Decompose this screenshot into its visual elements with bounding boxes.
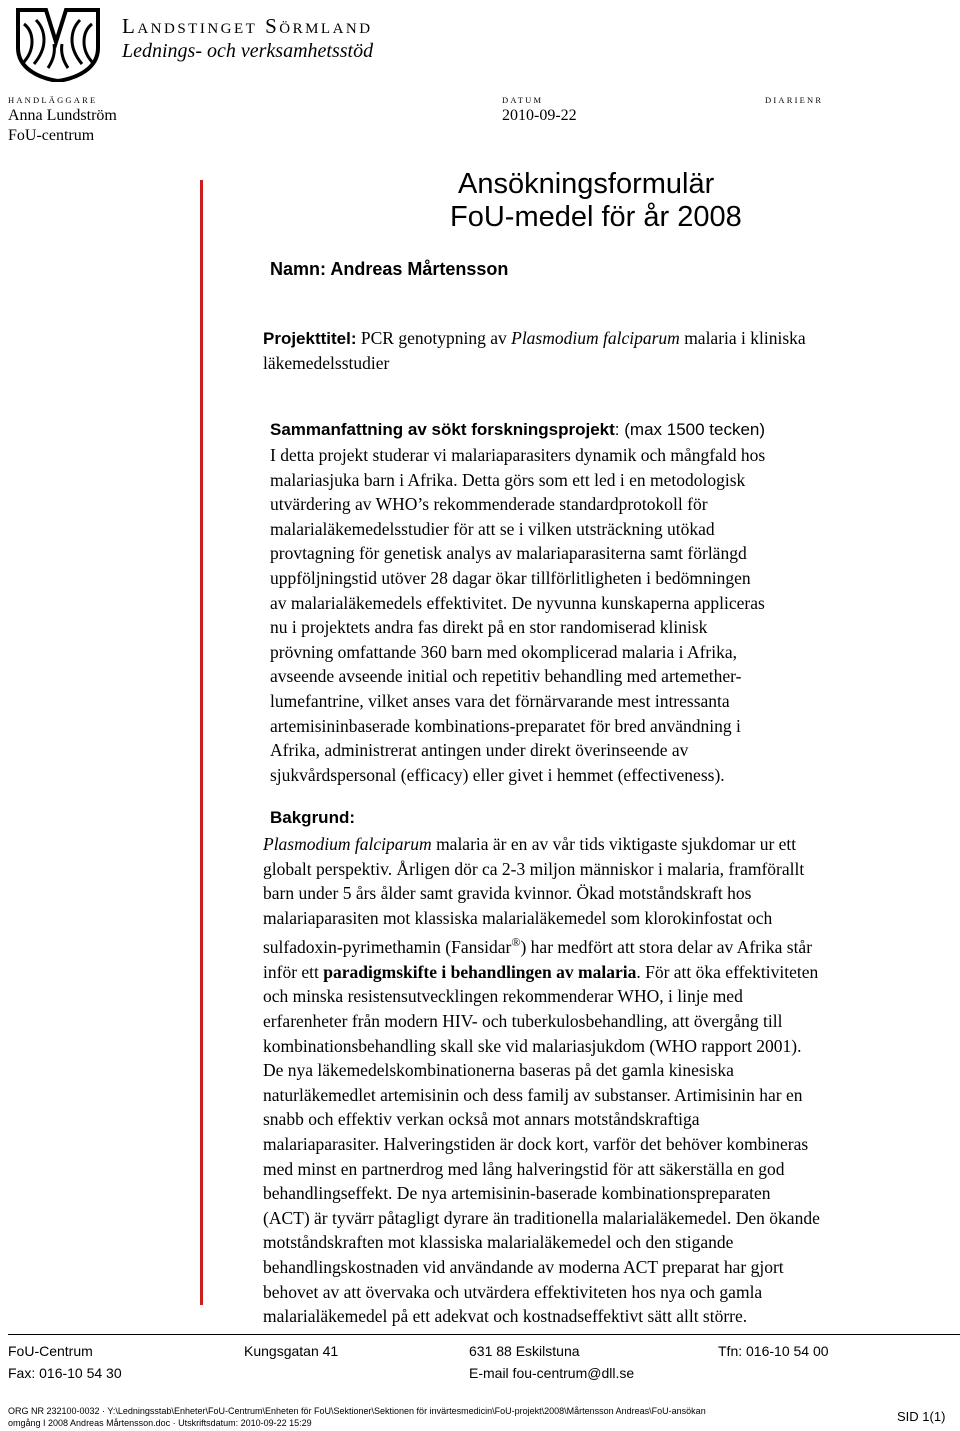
handlaggare-name: Anna Lundström [8, 107, 117, 124]
summary-line: lumefantrine, vilket anses vara det förnärvarande mest intressanta [270, 690, 730, 711]
footer-divider [8, 1334, 960, 1335]
background-line [263, 832, 820, 857]
footer-email: E-mail fou-centrum@dll.se [469, 1365, 635, 1381]
organization-subtitle: Lednings- och verksamhetsstöd [122, 40, 374, 62]
background-line1-text: malaria är en av vår tids viktigaste sjukdomar ur ett [431, 834, 797, 854]
page-number: SID 1(1) [897, 1409, 946, 1424]
applicant-name: Namn: Andreas Mårtensson [270, 259, 509, 279]
datum-value: 2010-09-22 [502, 107, 577, 124]
background-line: malariaparasiter. Halveringstiden är dock kort, varför det behöver kombineras [263, 1133, 809, 1154]
footer-phone: Tfn: 016-10 54 00 [718, 1343, 829, 1359]
summary-line: I detta projekt studerar vi malariaparasiters dynamik och mångfald hos [270, 445, 766, 465]
diarienr-label: DIARIENR [765, 95, 824, 105]
summary-heading-rest: : (max 1500 tecken) [614, 420, 766, 439]
registered-mark: ® [511, 935, 521, 950]
background-line: behandlingseffekt. De nya artemisinin-baserade kombinationspreparaten [263, 1183, 771, 1204]
summary-line: malariasjuka barn i Afrika. Detta görs som ett led i en metodologisk [270, 469, 746, 490]
background-line: kombinationsbehandling skall ske vid malariasjukdom (WHO rapport 2001). [263, 1035, 802, 1056]
background-line: barn under 5 års ålder samt gravida kvinnor. Ökad motståndskraft hos [263, 883, 752, 904]
footer-path-line: ORG NR 232100-0032 · Y:\Ledningsstab\Enheter\FoU-Centrum\Enheten för FoU\Sektioner\Sektionen för invärtesmedicin\FoU-projekt\2008\Mårtensson Andreas\FoU-ansökan [8, 1406, 706, 1416]
background-line: och minska resistensutvecklingen rekommenderar WHO, i linje med [263, 986, 743, 1007]
summary-line: artemisininbaserade kombinations-preparatet för bred användning i [270, 715, 741, 736]
background-line5-text: sulfadoxin-pyrimethamin (Fansidar [263, 937, 512, 958]
project-title-species: Plasmodium falciparum [511, 328, 680, 348]
background-line: malarialäkemedel på ett adekvat och kostnadseffektivt sätt allt större. [263, 1306, 748, 1327]
summary-line: provtagning för genetisk analys av malariaparasiterna samt förlängd [270, 543, 747, 564]
project-title-line2: läkemedelsstudier [263, 353, 390, 373]
landstinget-crest-logo [8, 2, 108, 82]
background-line [263, 960, 820, 985]
summary-line: Afrika, administrerat antingen under direkt överinseende av [270, 740, 689, 761]
margin-rule [200, 180, 203, 1305]
footer-city: 631 88 Eskilstuna [469, 1343, 580, 1359]
background-line: malariaparasiten mot klassiska malarialäkemedel som klorokinfostat och [263, 907, 773, 928]
background-line5-text-end: ) har medfört att stora delar av Afrika står [520, 937, 813, 958]
project-title [263, 326, 806, 352]
summary-heading-bold: Sammanfattning av sökt forskningsprojekt [270, 420, 615, 439]
background-emphasis: paradigmskifte i behandlingen av malaria [323, 961, 637, 982]
background-heading: Bakgrund: [270, 808, 355, 827]
footer-document-path [8, 1406, 868, 1429]
summary-body [270, 443, 765, 787]
datum-label: DATUM [502, 95, 544, 105]
background-line: behovet av att övervaka och utvärdera effektiviteten hos nya och gamla [263, 1281, 763, 1302]
handlaggare-label: HANDLÄGGARE [8, 95, 98, 105]
background-line6-text-end: . För att öka effektiviteten [636, 961, 819, 982]
handlaggare-unit: FoU-centrum [8, 127, 95, 144]
background-line6-text: inför ett [263, 961, 324, 982]
summary-line: nu i projektets andra fas direkt på en stor randomiserad klinisk [270, 617, 708, 638]
form-subtitle: FoU-medel för år 2008 [450, 201, 742, 233]
background-line: behandlingskostnaden vid användande av moderna ACT preparat har gjort [263, 1256, 784, 1277]
background-line: (ACT) är tyvärr påtagligt dyrare än traditionella malarialäkemedel. Den ökande [263, 1207, 820, 1228]
background-line [263, 930, 820, 959]
summary-heading [270, 420, 765, 440]
project-title-text-end: malaria i kliniska [679, 328, 806, 348]
summary-line: sjukvårdspersonal (efficacy) eller givet i hemmet (effectiveness). [270, 764, 725, 785]
summary-line: utvärdering av WHO’s rekommenderade standardprotokoll för [270, 494, 708, 515]
summary-line: prövning omfattande 360 barn med okomplicerad malaria i Afrika, [270, 641, 738, 662]
background-species: Plasmodium falciparum [263, 834, 432, 854]
footer-fax: Fax: 016-10 54 30 [8, 1365, 122, 1381]
summary-line: uppföljningstid utöver 28 dagar ökar tillförlitligheten i bedömningen [270, 567, 751, 588]
footer-unit: FoU-Centrum [8, 1343, 93, 1359]
project-title-text: PCR genotypning av [356, 328, 512, 348]
organization-name: Landstinget Sörmland [122, 14, 373, 38]
background-line: globalt perspektiv. Årligen dör ca 2-3 miljon människor i malaria, framförallt [263, 858, 805, 879]
summary-line: av malarialäkemedels effektivitet. De nyvunna kunskaperna appliceras [270, 592, 765, 613]
footer-address: Kungsgatan 41 [244, 1343, 339, 1359]
background-line: naturläkemedlet artemisinin och dess familj av substanser. Artimisinin har en [263, 1084, 803, 1105]
background-line: motståndskraften mot klassiska malarialäkemedel och den stigande [263, 1232, 734, 1253]
form-title: Ansökningsformulär [458, 168, 715, 200]
summary-line: avseende avseende initial och repetitiv behandling med artemether- [270, 666, 742, 687]
summary-line: malarialäkemedelsstudier för att se i vilken utsträckning utökad [270, 518, 715, 539]
project-title-label: Projekttitel: [263, 329, 357, 348]
background-body [263, 832, 820, 1329]
footer-print-date: omgång I 2008 Andreas Mårtensson.doc · Utskriftsdatum: 2010-09-22 15:29 [8, 1417, 312, 1428]
background-line: De nya läkemedelskombinationerna baseras på det gamla kinesiska [263, 1060, 734, 1081]
background-line: med minst en partnerdrog med lång halveringstid för att säkerställa en god [263, 1158, 785, 1179]
background-line: snabb och effektiv verkan också mot annars motståndskraftiga [263, 1109, 700, 1130]
background-line: erfarenheter från modern HIV- och tuberkulosbehandling, att övergång till [263, 1010, 783, 1031]
